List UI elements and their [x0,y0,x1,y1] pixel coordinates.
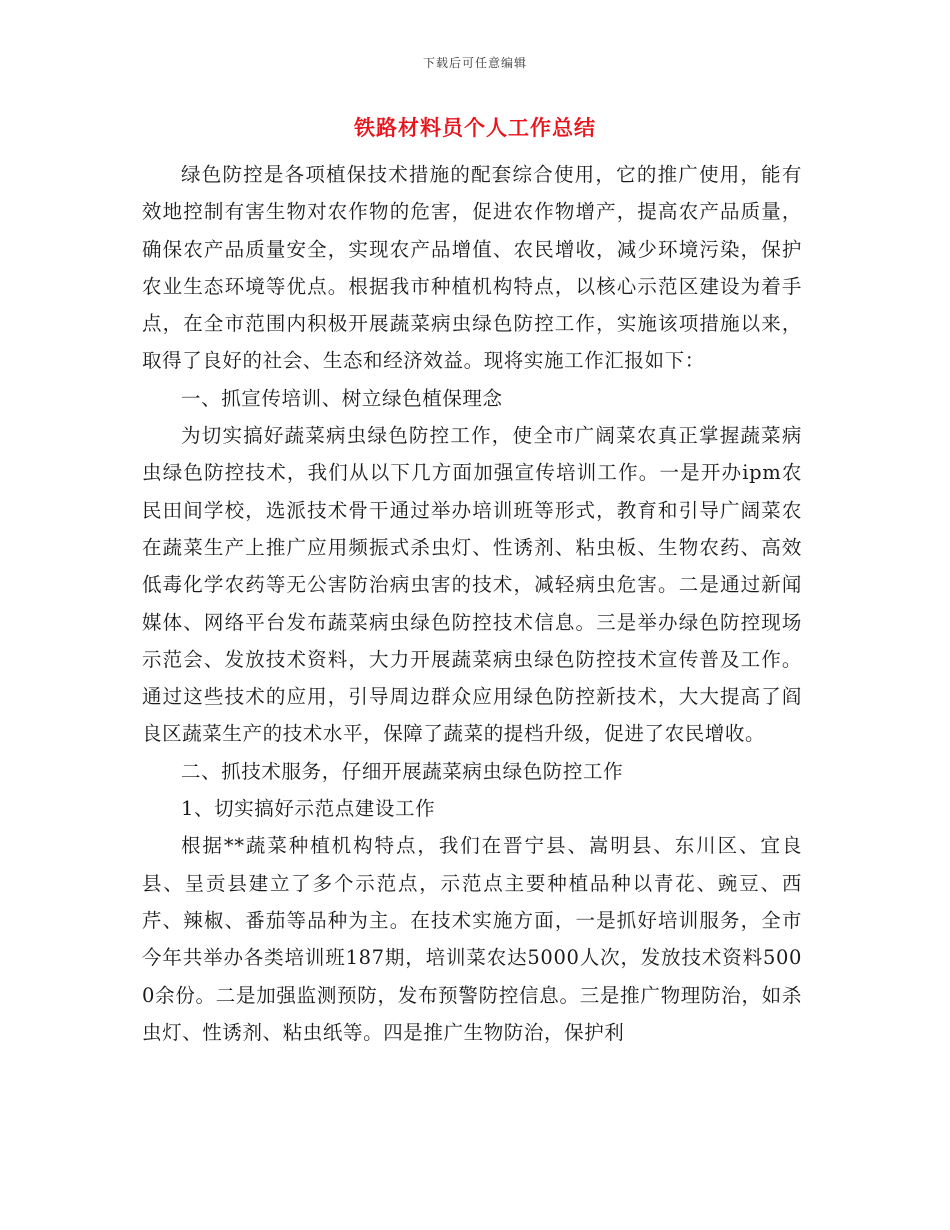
document-body [142,156,802,1051]
paragraph-intro: 绿色防控是各项植保技术措施的配套综合使用，它的推广使用，能有效地控制有害生物对农作物的危害，促进农作物增产，提高农产品质量，确保农产品质量安全，实现农产品增值、农民增收，减少环境污染，保护农业生态环境等优点。根据我市种植机构特点，以核心示范区建设为着手点，在全市范围内积极开展蔬菜病虫绿色防控工作，实施该项措施以来，取得了良好的社会、生态和经济效益。现将实施工作汇报如下： [142,163,802,373]
heading-section-1: 一、抓宣传培训、树立绿色植保理念 [181,386,503,410]
heading-section-2: 二、抓技术服务，仔细开展蔬菜病虫绿色防控工作 [181,759,624,783]
paragraph-section-1: 为切实搞好蔬菜病虫绿色防控工作，使全市广阔菜农真正掌握蔬菜病虫绿色防控技术，我们从以下几方面加强宣传培训工作。一是开办ipm农民田间学校，选派技术骨干通过举办培训班等形式，教育和引导广阔菜农在蔬菜生产上推广应用频振式杀虫灯、性诱剂、粘虫板、生物农药、高效低毒化学农药等无公害防治病虫害的技术，减轻病虫危害。二是通过新闻媒体、网络平台发布蔬菜病虫绿色防控技术信息。三是举办绿色防控现场示范会、发放技术资料，大力开展蔬菜病虫绿色防控技术宣传普及工作。通过这些技术的应用，引导周边群众应用绿色防控新技术，大大提高了阎良区蔬菜生产的技术水平，保障了蔬菜的提档升级，促进了农民增收。 [142,424,802,746]
header-note: 下载后可任意编辑 [422,56,527,70]
document-title: 铁路材料员个人工作总结 [354,115,596,140]
heading-subsection-2-1: 1、切实搞好示范点建设工作 [181,797,436,821]
paragraph-subsection-2-1: 根据**蔬菜种植机构特点，我们在晋宁县、嵩明县、东川区、宜良县、呈贡县建立了多个示范点，示范点主要种植品种以青花、豌豆、西芹、辣椒、番茄等品种为主。在技术实施方面，一是抓好培训服务，全市今年共举办各类培训班187期，培训菜农达5000人次，发放技术资料5000余份。二是加强监测预防，发布预警防控信息。三是推广物理防治，如杀虫灯、性诱剂、粘虫纸等。四是推广生物防治，保护利 [142,834,802,1044]
